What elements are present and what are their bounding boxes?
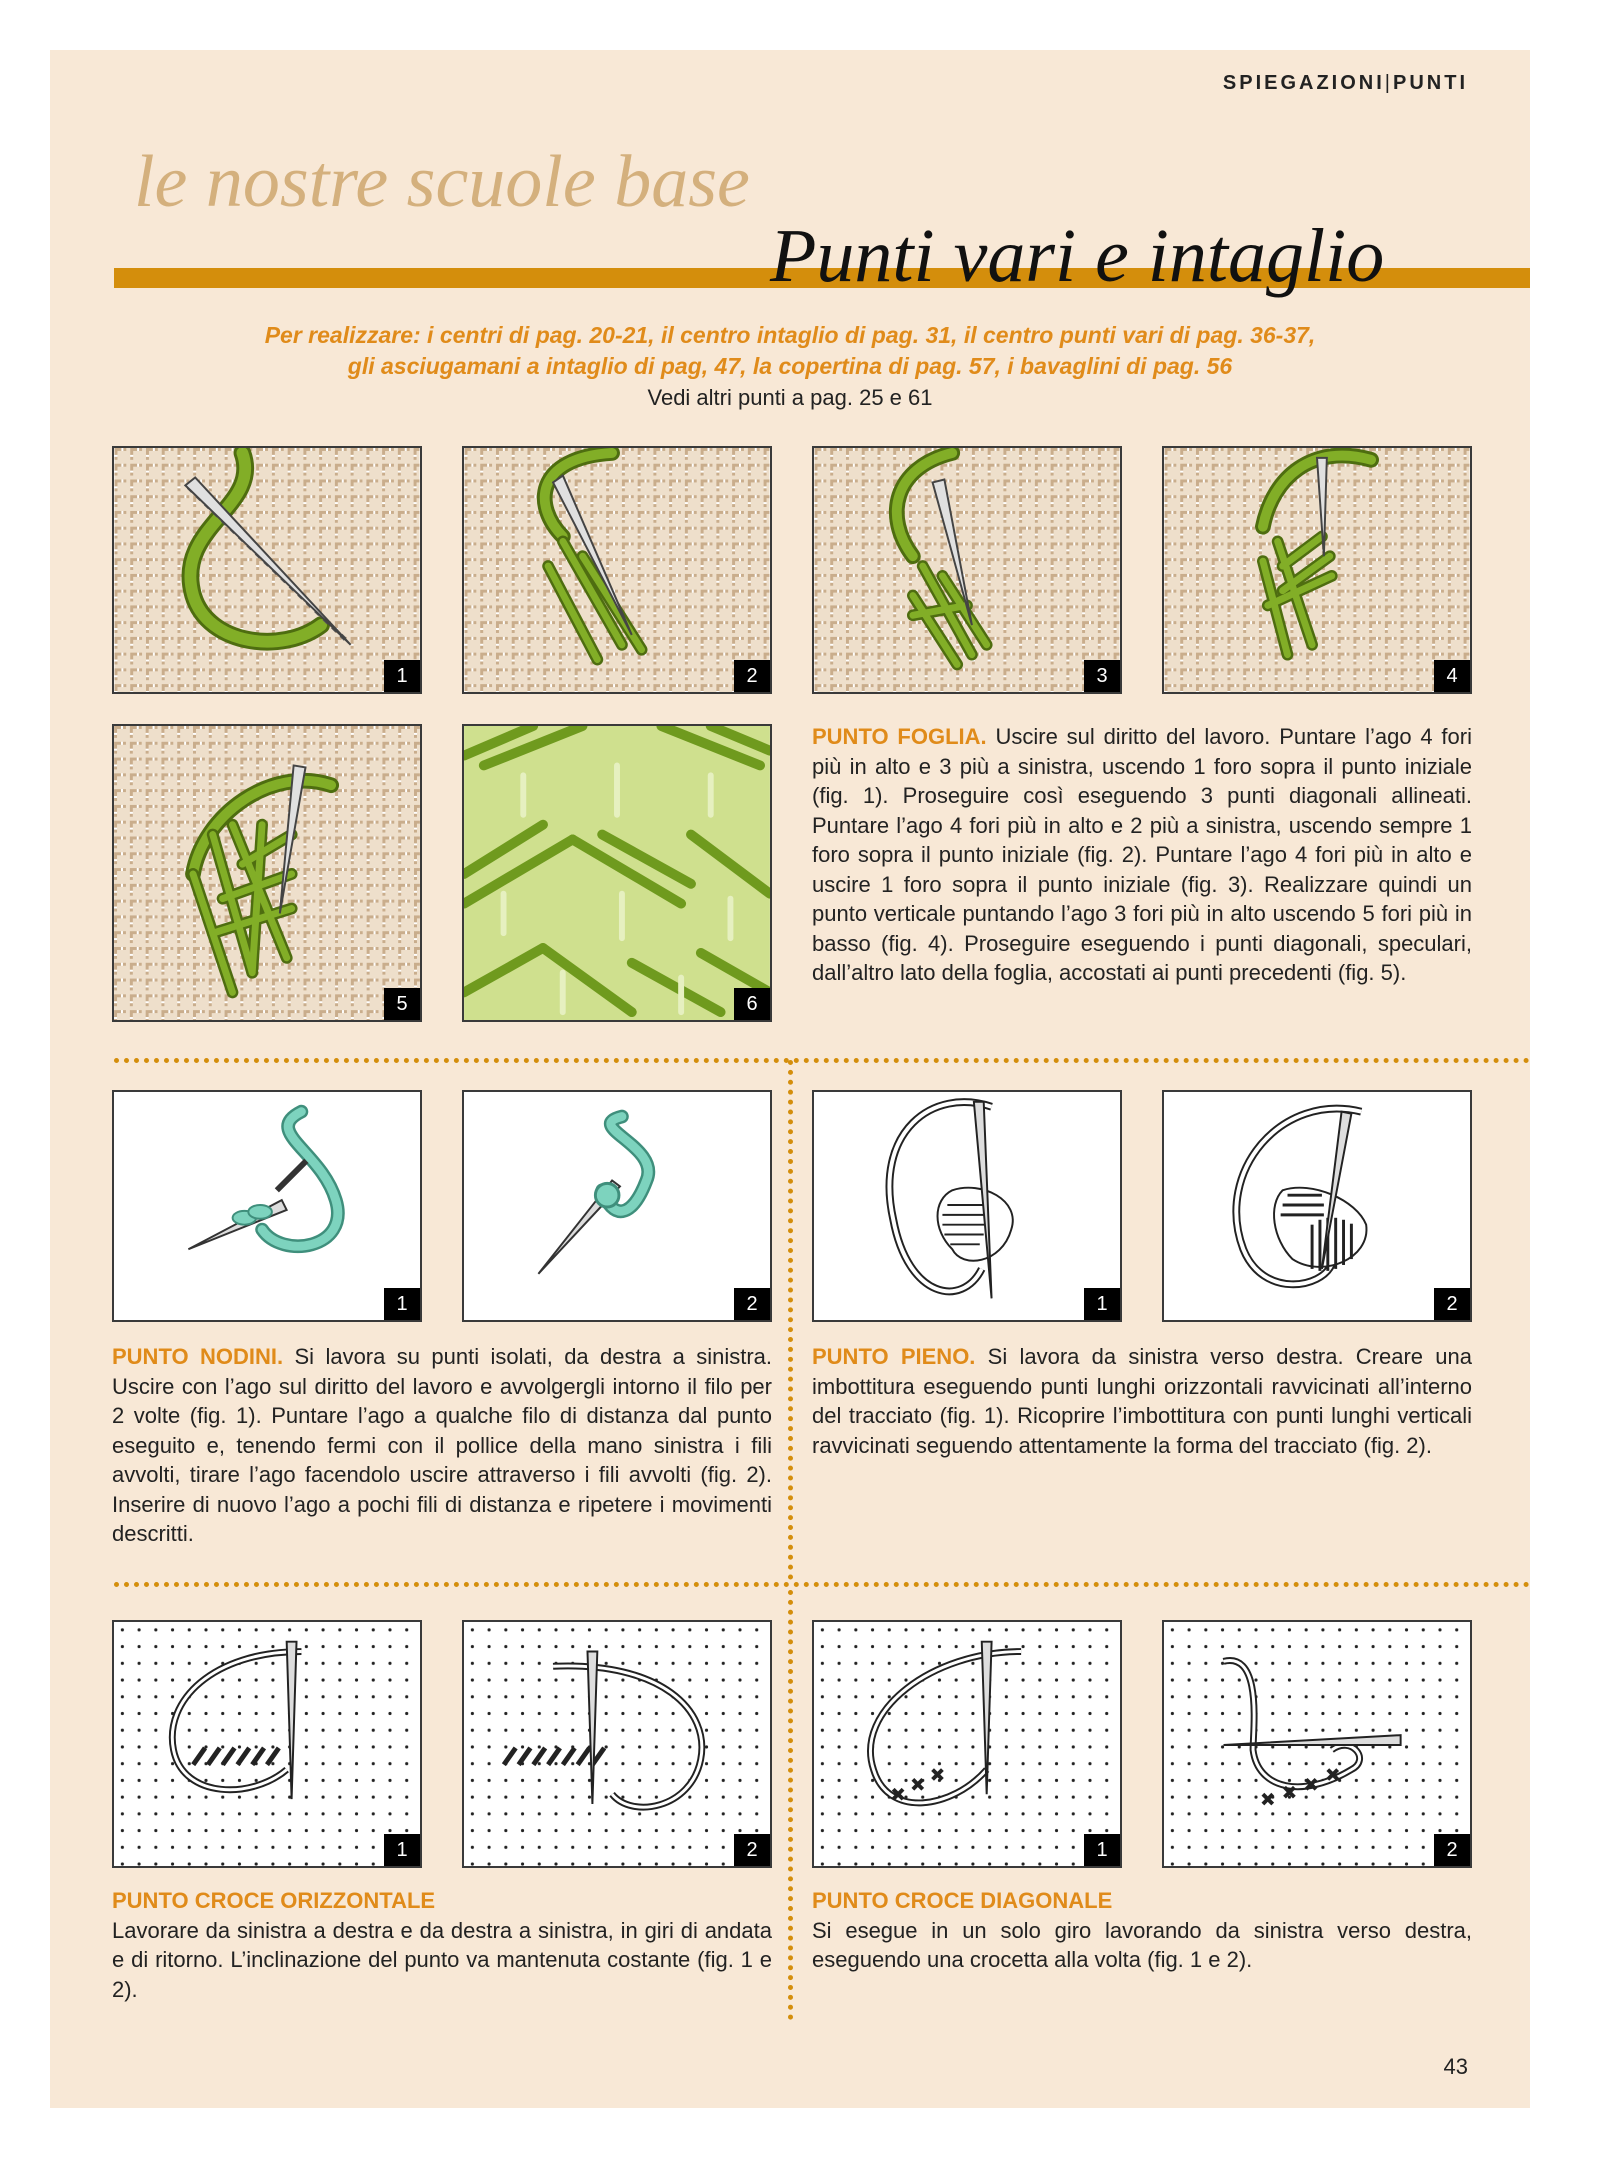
figure-number: 1: [1084, 1288, 1120, 1320]
pieno-figure-1-drawing: [814, 1092, 1120, 1320]
foglia-figure-4-drawing: [1164, 448, 1470, 692]
croce-diagonale-figure-1: [812, 1620, 1122, 1868]
intro-line-1: Per realizzare: i centri di pag. 20-21, il centro intaglio di pag. 31, il centro punti vari di pag. 36-37,: [264, 322, 1316, 348]
intro-line-2: gli asciugamani a intaglio di pag, 47, la copertina di pag. 57, i bavaglini di pag. 56: [347, 353, 1233, 379]
figure-number: 2: [1434, 1834, 1470, 1866]
punto-croce-diagonale-text: [812, 1886, 1472, 1975]
section-tag: SPIEGAZIONI|PUNTI: [1222, 72, 1468, 94]
page-number: 43: [1443, 2054, 1468, 2079]
foglia-figure-1-drawing: [114, 448, 420, 692]
figure-number: 1: [384, 1288, 420, 1320]
nodini-figure-2: [462, 1090, 772, 1322]
croce-orizzontale-figure-2: [462, 1620, 772, 1868]
punto-croce-orizzontale-heading: PUNTO CROCE ORIZZONTALE: [112, 1888, 436, 1913]
intro: [50, 320, 1530, 413]
punto-nodini-text: [112, 1342, 772, 1549]
punto-pieno-text: [812, 1342, 1472, 1460]
pieno-figure-2-drawing: [1164, 1092, 1470, 1320]
croce-orizzontale-figure-1: [112, 1620, 422, 1868]
punto-pieno-body: Si lavora da sinistra verso destra. Creare una imbottitura eseguendo punti lunghi orizzontali ravvicinati all’interno del tracciato (fig. 1). Ricoprire l’imbottitura con punti lunghi verticali ravvicinati seguendo attentamente la forma del tracciato (fig. 2).: [812, 1344, 1472, 1458]
foglia-figure-6: [462, 724, 772, 1022]
foglia-figure-1: [112, 446, 422, 694]
foglia-figure-3-drawing: [814, 448, 1120, 692]
figure-number: 1: [384, 1834, 420, 1866]
figure-number: 5: [384, 988, 420, 1020]
punto-croce-diagonale-body: Si esegue in un solo giro lavorando da sinistra verso destra, eseguendo una crocetta alla volta (fig. 1 e 2).: [812, 1917, 1472, 1972]
figure-number: 6: [734, 988, 770, 1020]
croce-diagonale-figure-1-drawing: [814, 1622, 1120, 1866]
punto-foglia-body: Uscire sul diritto del lavoro. Puntare l’ago 4 fori più in alto e 3 più a sinistra, uscendo 1 foro sopra il punto iniziale (fig. 1). Proseguire così eseguendo 3 punti diagonali allineati. Puntare l’ago 4 fori più in alto e 2 più a sinistra, uscendo sempre 1 foro sopra il punto iniziale (fig. 2). Puntare l’ago 4 fori più in alto e uscire 1 foro sopra il punto iniziale (fig. 3). Realizzare quindi un punto verticale puntando l’ago 3 fori più in alto uscendo 5 fori più in basso (fig. 4). Proseguire eseguendo i punti diagonali, speculari, dall’altro lato della foglia, accostati ai punti precedenti (fig. 5).: [812, 724, 1472, 985]
divider-2: [114, 1582, 1530, 1587]
foglia-figure-5: [112, 724, 422, 1022]
croce-diagonale-figure-2: [1162, 1620, 1472, 1868]
divider-vertical-2: [788, 1590, 793, 2020]
foglia-figure-5-drawing: [114, 726, 420, 1020]
punto-nodini-body: Si lavora su punti isolati, da destra a sinistra. Uscire con l’ago sul diritto del lavoro e avvolgergli intorno il filo per 2 volte (fig. 1). Puntare l’ago a qualche filo di distanza dal punto eseguito e, tenendo fermi con il pollice della mano sinistra i fili avvolti, tirare l’ago facendolo uscire attraverso i fili avvolti (fig. 2). Inserire di nuovo l’ago a pochi fili di distanza e ripetere i movimenti descritti.: [112, 1344, 773, 1546]
figure-number: 2: [734, 1288, 770, 1320]
foglia-figure-4: [1162, 446, 1472, 694]
punto-croce-orizzontale-body: Lavorare da sinistra a destra e da destra a sinistra, in giri di andata e di ritorno. L’inclinazione del punto va mantenuta costante (fig. 1 e 2).: [112, 1917, 772, 2002]
punto-foglia-text: [812, 722, 1472, 988]
punto-nodini-heading: PUNTO NODINI.: [112, 1344, 284, 1369]
divider-vertical-1: [788, 1060, 793, 1580]
punto-croce-diagonale-heading: PUNTO CROCE DIAGONALE: [812, 1888, 1113, 1913]
script-title: le nostre scuole base: [134, 141, 750, 223]
foglia-figure-2: [462, 446, 772, 694]
intro-line-3: Vedi altri punti a pag. 25 e 61: [647, 385, 933, 410]
pieno-figure-2: [1162, 1090, 1472, 1322]
figure-number: 2: [1434, 1288, 1470, 1320]
figure-number: 3: [1084, 660, 1120, 692]
punto-croce-orizzontale-text: [112, 1886, 772, 2004]
nodini-figure-1: [112, 1090, 422, 1322]
figure-number: 4: [1434, 660, 1470, 692]
foglia-figure-3: [812, 446, 1122, 694]
figure-number: 1: [384, 660, 420, 692]
nodini-figure-2-drawing: [464, 1092, 770, 1320]
foglia-figure-6-drawing: [464, 726, 770, 1020]
punto-pieno-heading: PUNTO PIENO.: [812, 1344, 976, 1369]
nodini-figure-1-drawing: [114, 1092, 420, 1320]
croce-orizzontale-figure-1-drawing: [114, 1622, 420, 1866]
pieno-figure-1: [812, 1090, 1122, 1322]
croce-diagonale-figure-2-drawing: [1164, 1622, 1470, 1866]
foglia-figure-2-drawing: [464, 448, 770, 692]
page: [50, 50, 1530, 2108]
main-title: Punti vari e intaglio: [770, 214, 1385, 298]
figure-number: 1: [1084, 1834, 1120, 1866]
croce-orizzontale-figure-2-drawing: [464, 1622, 770, 1866]
figure-number: 2: [734, 660, 770, 692]
divider-1: [114, 1058, 1530, 1063]
figure-number: 2: [734, 1834, 770, 1866]
punto-foglia-heading: PUNTO FOGLIA.: [812, 724, 987, 749]
